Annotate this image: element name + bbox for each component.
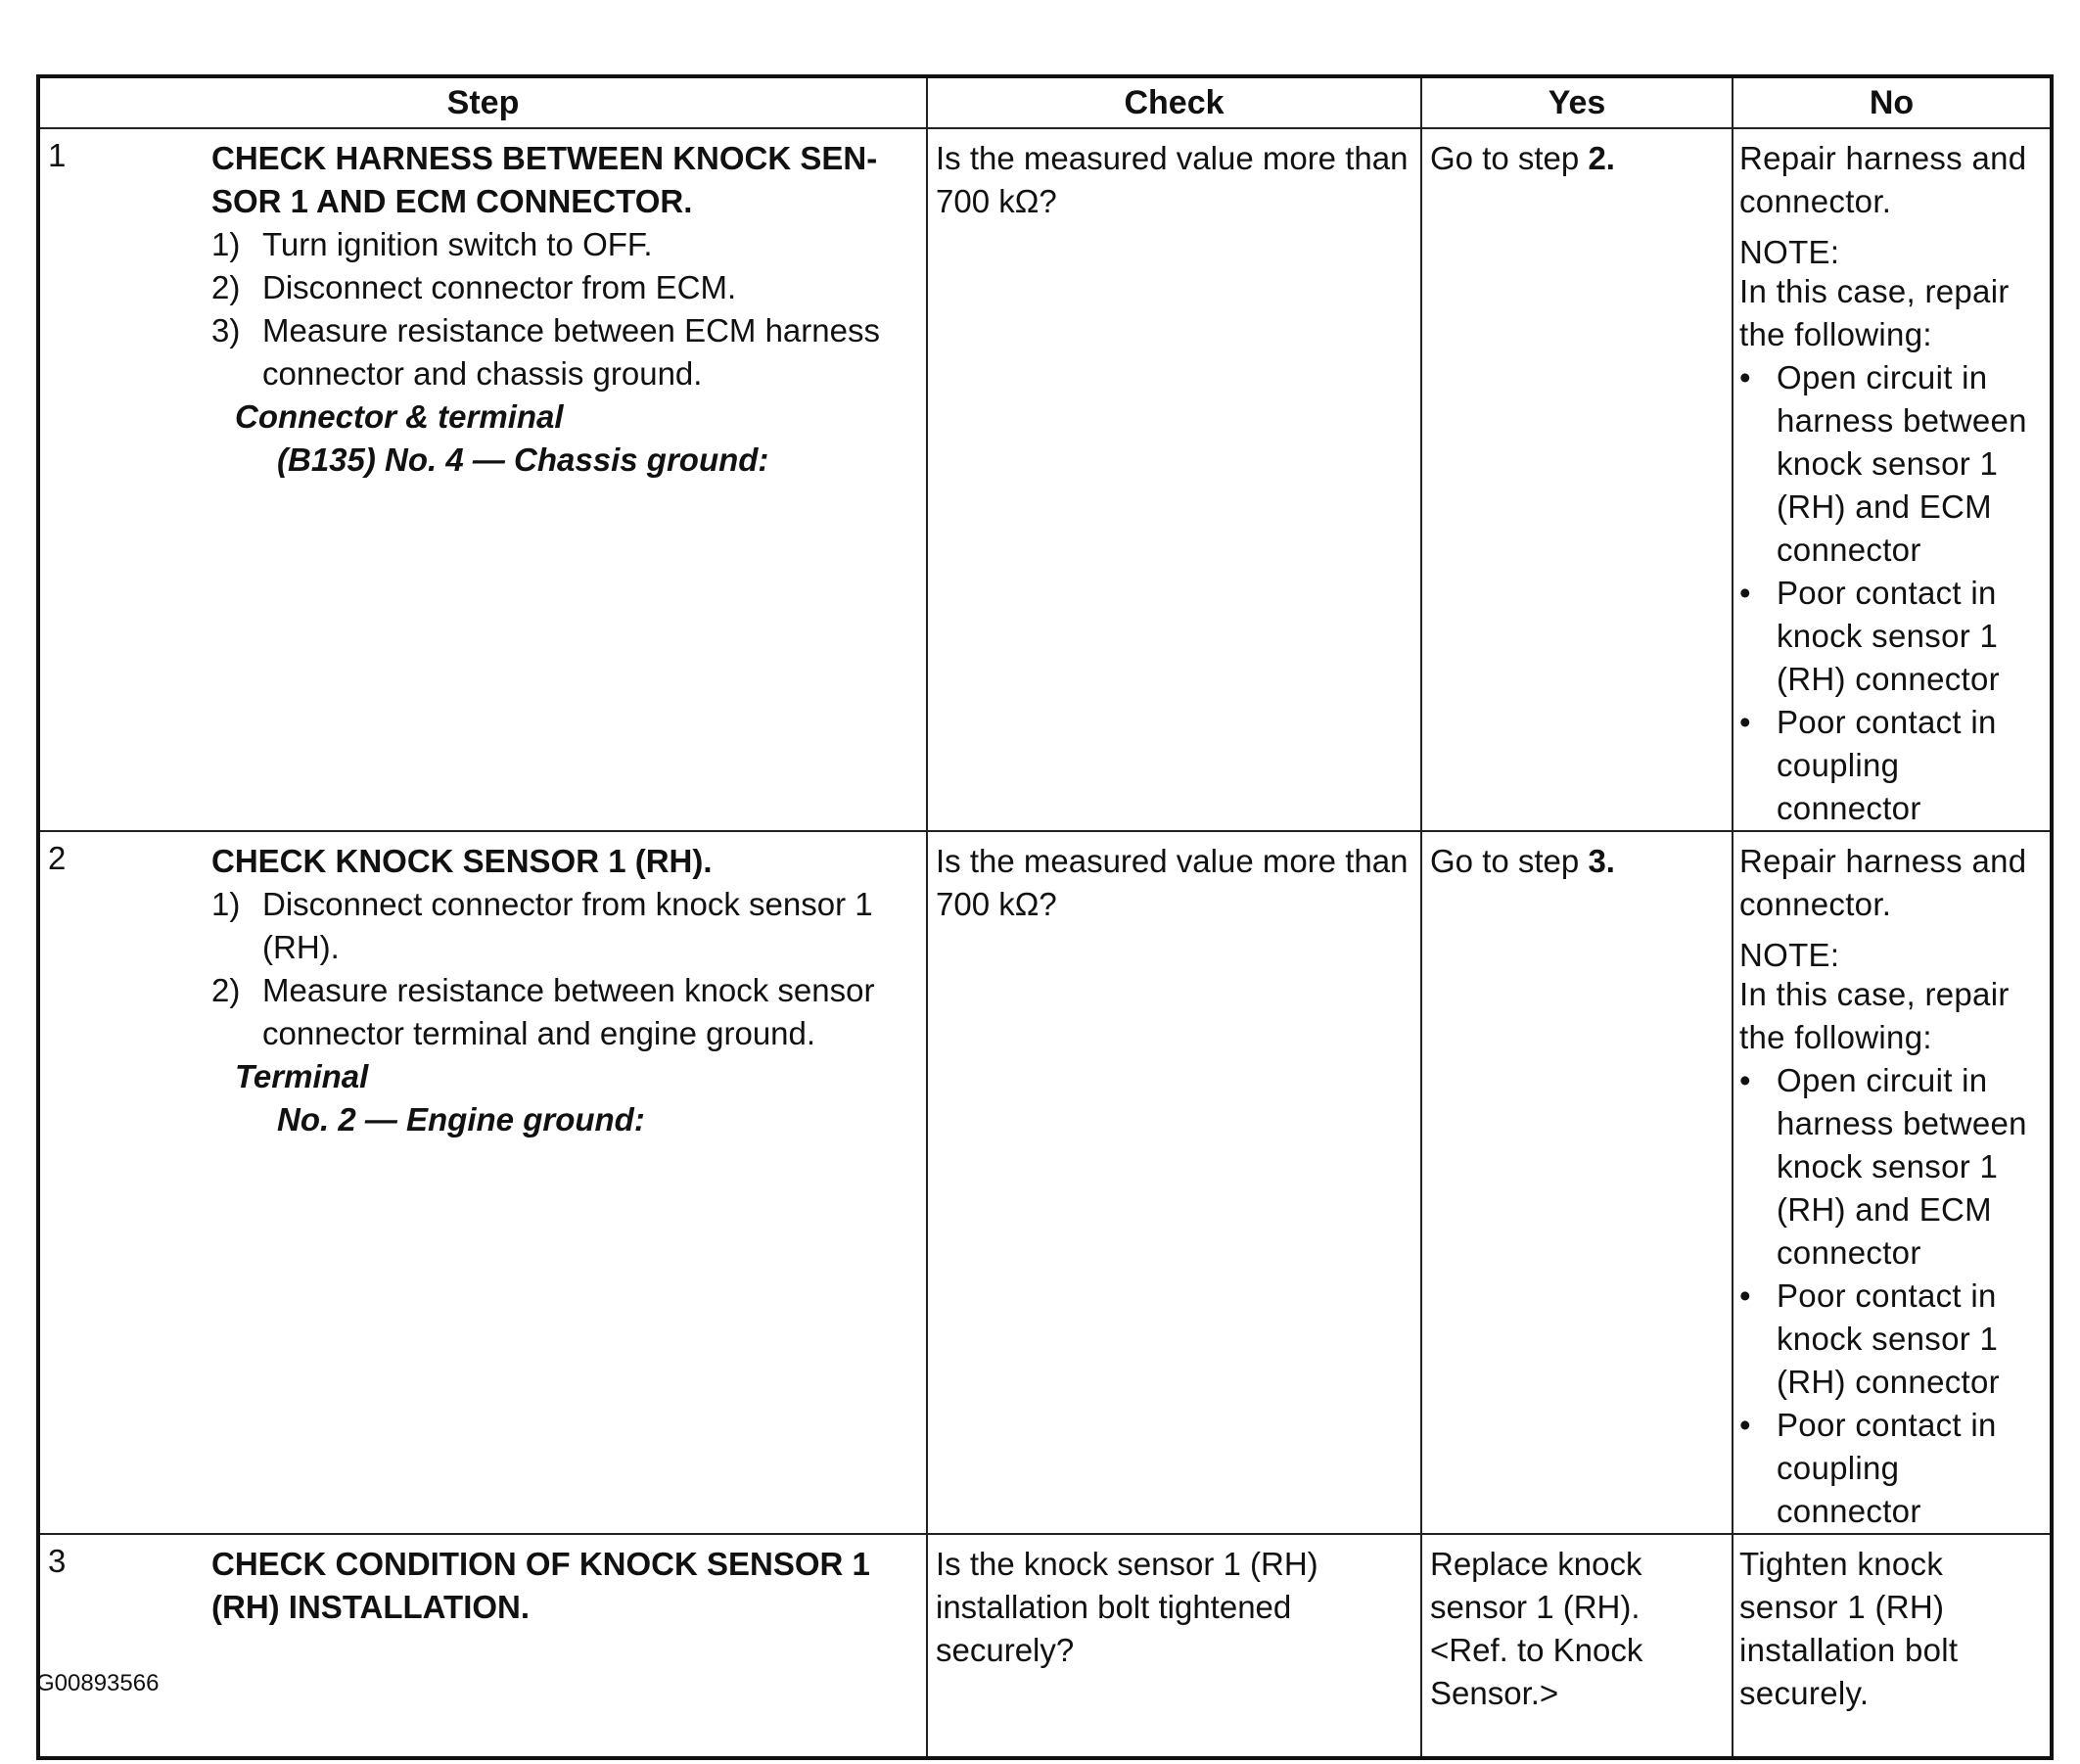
no-bullet: • Poor contact in knock sensor 1 (RH) connector (1739, 575, 2000, 697)
table-row (38, 831, 2052, 1534)
yes-step-ref: 2. (1588, 140, 1615, 176)
step-number: 3 (48, 1543, 67, 1579)
no-bullet: • Poor contact in coupling connector (1739, 704, 1997, 826)
substep: 2) Measure resistance between knock sensor connector terminal and engine ground. (211, 972, 875, 1051)
no-main: Repair harness and connector. (1739, 140, 2027, 219)
substep: 2) Disconnect connector from ECM. (211, 269, 737, 305)
connector-label: Terminal (235, 1058, 369, 1094)
no-note: NOTE: (1739, 937, 1840, 973)
step-cell (38, 831, 927, 1534)
step-number: 2 (48, 840, 67, 876)
step-title: CHECK CONDITION OF KNOCK SENSOR 1 (RH) INSTALLATION. (211, 1546, 870, 1625)
no-main: Repair harness and connector. (1739, 843, 2027, 922)
check-cell (927, 128, 1421, 831)
step-cell (38, 1534, 927, 1758)
no-intro: In this case, repair the following: (1739, 976, 2010, 1055)
check-cell (927, 1534, 1421, 1758)
no-text (1733, 129, 2050, 830)
step-title: CHECK HARNESS BETWEEN KNOCK SEN- SOR 1 AND ECM CONNECTOR. (211, 140, 878, 219)
yes-text: Replace knock sensor 1 (RH). <Ref. to Knock Sensor.> (1430, 1546, 1643, 1711)
diagnostic-table (36, 74, 2054, 1760)
yes-text: Go to step 2. (1430, 140, 1615, 176)
no-bullet: • Poor contact in coupling connector (1739, 1407, 1997, 1529)
figure-code: G00893566 (36, 1670, 160, 1696)
substep: 3) Measure resistance between ECM harness connector and chassis ground. (211, 312, 880, 392)
check-text: Is the measured value more than 700 kΩ? (936, 140, 1409, 219)
yes-text: Go to step 3. (1430, 843, 1615, 879)
no-text: Tighten knock sensor 1 (RH) installation bolt securely. (1739, 1546, 1959, 1711)
step-number: 1 (48, 137, 67, 173)
no-cell (1733, 1534, 2052, 1758)
no-bullet: • Poor contact in knock sensor 1 (RH) connector (1739, 1277, 2000, 1400)
check-cell (927, 831, 1421, 1534)
check-text: Is the knock sensor 1 (RH) installation bolt tightened securely? (936, 1546, 1318, 1668)
yes-step-ref: 3. (1588, 843, 1615, 879)
no-cell (1733, 128, 2052, 831)
yes-cell (1421, 128, 1733, 831)
connector-value: No. 2 — Engine ground: (277, 1101, 645, 1137)
step-cell (38, 128, 927, 831)
header-step: Step (38, 76, 927, 128)
table-row (38, 128, 2052, 831)
substep: 1) Disconnect connector from knock sensor 1 (RH). (211, 886, 873, 965)
header-yes: Yes (1421, 76, 1733, 128)
no-bullet: • Open circuit in harness between knock sensor 1 (RH) and ECM connector (1739, 1062, 2027, 1271)
connector-value: (B135) No. 4 — Chassis ground: (277, 441, 769, 478)
no-intro: In this case, repair the following: (1739, 273, 2010, 352)
header-no: No (1733, 76, 2052, 128)
table-row (38, 1534, 2052, 1758)
yes-cell (1421, 831, 1733, 1534)
check-text: Is the measured value more than 700 kΩ? (936, 843, 1409, 922)
step-title: CHECK KNOCK SENSOR 1 (RH). (211, 843, 713, 879)
yes-cell (1421, 1534, 1733, 1758)
no-cell (1733, 831, 2052, 1534)
no-bullet: • Open circuit in harness between knock sensor 1 (RH) and ECM connector (1739, 359, 2027, 568)
no-note: NOTE: (1739, 234, 1840, 270)
substep: 1) Turn ignition switch to OFF. (211, 226, 653, 262)
no-text (1733, 832, 2050, 1533)
header-check: Check (927, 76, 1421, 128)
connector-label: Connector & terminal (235, 398, 564, 435)
table-header-row (38, 76, 2052, 128)
